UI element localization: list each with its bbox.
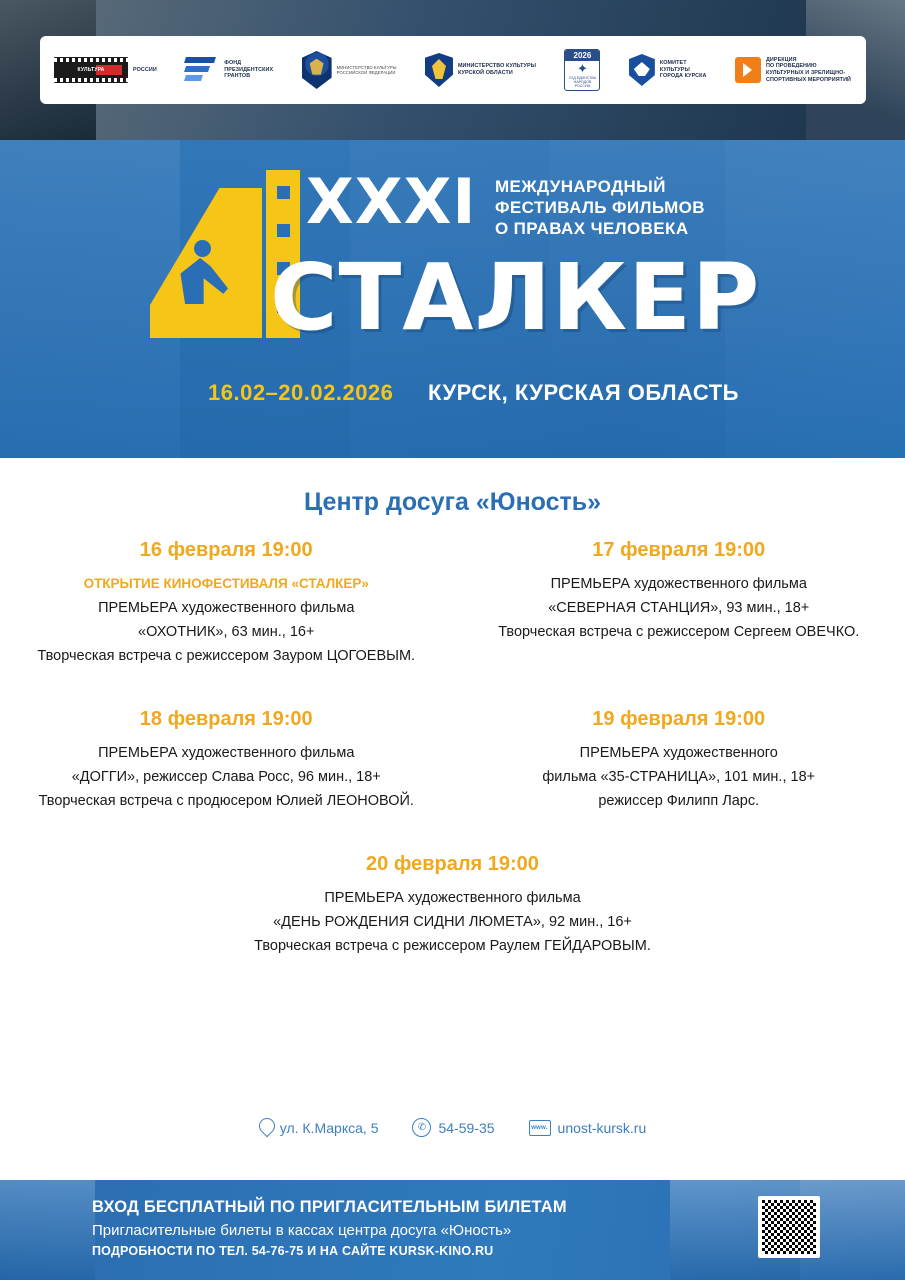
sponsor-logo-kursk-culture-committee (629, 47, 707, 93)
event-line: Творческая встреча с режиссером Раулем ГЕЙДАРОВЫМ. (254, 938, 651, 954)
event-date: 17 февраля 19:00 (592, 539, 766, 561)
footer-line-1: ВХОД БЕСПЛАТНЫЙ ПО ПРИГЛАСИТЕЛЬНЫМ БИЛЕТАМ (92, 1198, 567, 1216)
event-line: ПРЕМЬЕРА художественного фильма (98, 745, 355, 761)
schedule-grid (0, 539, 905, 958)
event-line: «СЕВЕРНАЯ СТАНЦИЯ», 93 мин., 18+ (548, 600, 810, 616)
sponsor-logo-direkciya (735, 47, 852, 93)
footer-photo-left (0, 1180, 95, 1280)
festival-subtitle (495, 176, 705, 239)
festival-subtitle-line-2: ФЕСТИВАЛЬ ФИЛЬМОВ (494, 198, 705, 217)
address-text: ул. К.Маркса, 5 (279, 1119, 379, 1136)
people-icon: ✦ (576, 61, 588, 76)
www-icon: www. (529, 1120, 551, 1136)
schedule-event-20-feb (0, 853, 905, 958)
event-line: Творческая встреча с продюсером Юлией ЛЕОНОВОЙ. (38, 793, 414, 809)
y26-line1: ГОД ЕДИНСТВА (568, 76, 597, 80)
film-perforation-1 (277, 186, 290, 199)
shield-icon (629, 54, 655, 86)
contact-address (259, 1118, 379, 1137)
sponsor-logo-kursk-culture-committee-label (660, 60, 707, 80)
sponsor-logo-ministry-culture-kursk-label (458, 63, 536, 77)
sponsor-logo-culture-russia-mark-label: КУЛЬТУРА (77, 67, 105, 73)
mcrf-line2: РОССИЙСКОЙ ФЕДЕРАЦИИ (336, 70, 396, 75)
sponsor-logo-presidential-grants (185, 47, 273, 93)
play-icon (735, 57, 761, 83)
mck-line2: КУРСКОЙ ОБЛАСТИ (457, 70, 513, 76)
event-line: Творческая встреча с режиссером Зауром ЦОГОЕВЫМ. (37, 648, 416, 664)
footer-line-2: Пригласительные билеты в кассах центра досуга «Юность» (92, 1222, 512, 1239)
pg-line1: ФОНД (224, 59, 242, 66)
schedule-event-19-feb (453, 708, 905, 813)
contacts-row (0, 1118, 905, 1137)
year-label: 2026 (565, 50, 599, 61)
festival-numeral: XXXI (306, 165, 477, 238)
sponsor-logo-strip (40, 36, 866, 104)
festival-city: КУРСК, КУРСКАЯ ОБЛАСТЬ (428, 380, 739, 405)
footer-line-3: ПОДРОБНОСТИ ПО ТЕЛ. 54-76-75 И НА САЙТЕ KURSK-KINO.RU (92, 1244, 494, 1258)
sponsor-logo-year-2026 (564, 47, 600, 93)
schedule-event-18-feb (0, 708, 453, 813)
event-line: ПРЕМЬЕРА художественного (579, 745, 778, 761)
contact-phone[interactable] (412, 1118, 494, 1137)
sponsor-band (0, 0, 905, 140)
qr-code[interactable] (758, 1196, 820, 1258)
year-2026-caption (565, 77, 599, 88)
kcc-line3: ГОРОДА КУРСКА (659, 73, 707, 80)
festival-dates: 16.02–20.02.2026 (208, 380, 394, 405)
pg-line3: ГРАНТОВ (224, 73, 251, 80)
event-line: «ДОГГИ», режиссер Слава Росс, 96 мин., 18+ (71, 769, 381, 785)
sponsor-logo-culture-russia (54, 47, 157, 93)
hero-headline-block (306, 165, 886, 239)
event-date: 20 февраля 19:00 (366, 853, 539, 875)
event-line: ПРЕМЬЕРА художественного фильма (550, 576, 807, 592)
schedule-event-17-feb (453, 539, 905, 668)
crest-icon (425, 53, 453, 87)
event-line: ОТКРЫТИЕ КИНОФЕСТИВАЛЯ «СТАЛКЕР» (83, 576, 369, 591)
event-date: 18 февраля 19:00 (139, 708, 313, 730)
sponsor-logo-direkciya-label (766, 57, 852, 84)
event-line: «ДЕНЬ РОЖДЕНИЯ СИДНИ ЛЮМЕТА», 92 мин., 16+ (273, 914, 632, 930)
film-perforation-2 (277, 224, 290, 237)
festival-subtitle-line-1: МЕЖДУНАРОДНЫЙ (494, 177, 666, 196)
festival-title: СТАЛКЕР (270, 244, 761, 351)
footer-band (0, 1180, 905, 1280)
film-logo-figure-head (194, 240, 211, 257)
kcc-line1: КОМИТЕТ (659, 59, 687, 66)
chevrons-icon (185, 55, 219, 85)
phone-icon: ✆ (412, 1118, 431, 1137)
dir-line1: ДИРЕКЦИЯ (765, 56, 797, 63)
qr-code-pattern (762, 1200, 816, 1254)
footer-text-block (92, 1198, 567, 1258)
kcc-line2: КУЛЬТУРЫ (659, 66, 690, 73)
sponsor-logo-ministry-culture-kursk (425, 47, 536, 93)
schedule-section (0, 458, 905, 1170)
sponsor-logo-ministry-culture-rf-label (337, 65, 397, 76)
venue-title: Центр досуга «Юность» (303, 488, 602, 516)
mcrf-line1: МИНИСТЕРСТВО КУЛЬТУРЫ (336, 64, 397, 70)
event-date: 16 февраля 19:00 (139, 539, 313, 561)
contact-website[interactable] (529, 1120, 647, 1136)
festival-subtitle-line-3: О ПРАВАХ ЧЕЛОВЕКА (494, 219, 689, 238)
sponsor-logo-presidential-grants-label (224, 60, 273, 80)
film-strip-icon (54, 57, 128, 83)
event-line: ПРЕМЬЕРА художественного фильма (324, 890, 581, 906)
event-line: ПРЕМЬЕРА художественного фильма (98, 600, 355, 616)
event-line: «ОХОТНИК», 63 мин., 16+ (138, 624, 315, 640)
dir-line2: ПО ПРОВЕДЕНИЮ КУЛЬТУРНЫХ И ЗРЕЛИЩНО-СПОРТИВНЫХ МЕРОПРИЯТИЙ (765, 63, 852, 83)
sponsor-logo-culture-russia-label: РОССИИ (133, 66, 157, 73)
hero-banner (0, 140, 905, 458)
event-line: фильма «35-СТРАНИЦА», 101 мин., 18+ (542, 769, 816, 785)
event-date: 19 февраля 19:00 (592, 708, 766, 730)
event-line: Творческая встреча с режиссером Сергеем ОВЕЧКО. (498, 624, 860, 640)
phone-text[interactable]: 54-59-35 (438, 1119, 495, 1136)
location-pin-icon (259, 1118, 273, 1137)
sponsor-logo-ministry-culture-rf (302, 47, 397, 93)
y26-line2: НАРОДОВ РОССИИ (573, 79, 592, 88)
calendar-2026-icon (564, 49, 600, 91)
mck-line1: МИНИСТЕРСТВО КУЛЬТУРЫ (457, 63, 537, 70)
event-line: режиссер Филипп Ларс. (598, 793, 760, 809)
website-link[interactable]: unost-kursk.ru (557, 1119, 647, 1136)
emblem-icon (302, 51, 332, 89)
schedule-event-16-feb (0, 539, 453, 668)
pg-line2: ПРЕЗИДЕНТСКИХ (224, 66, 274, 73)
